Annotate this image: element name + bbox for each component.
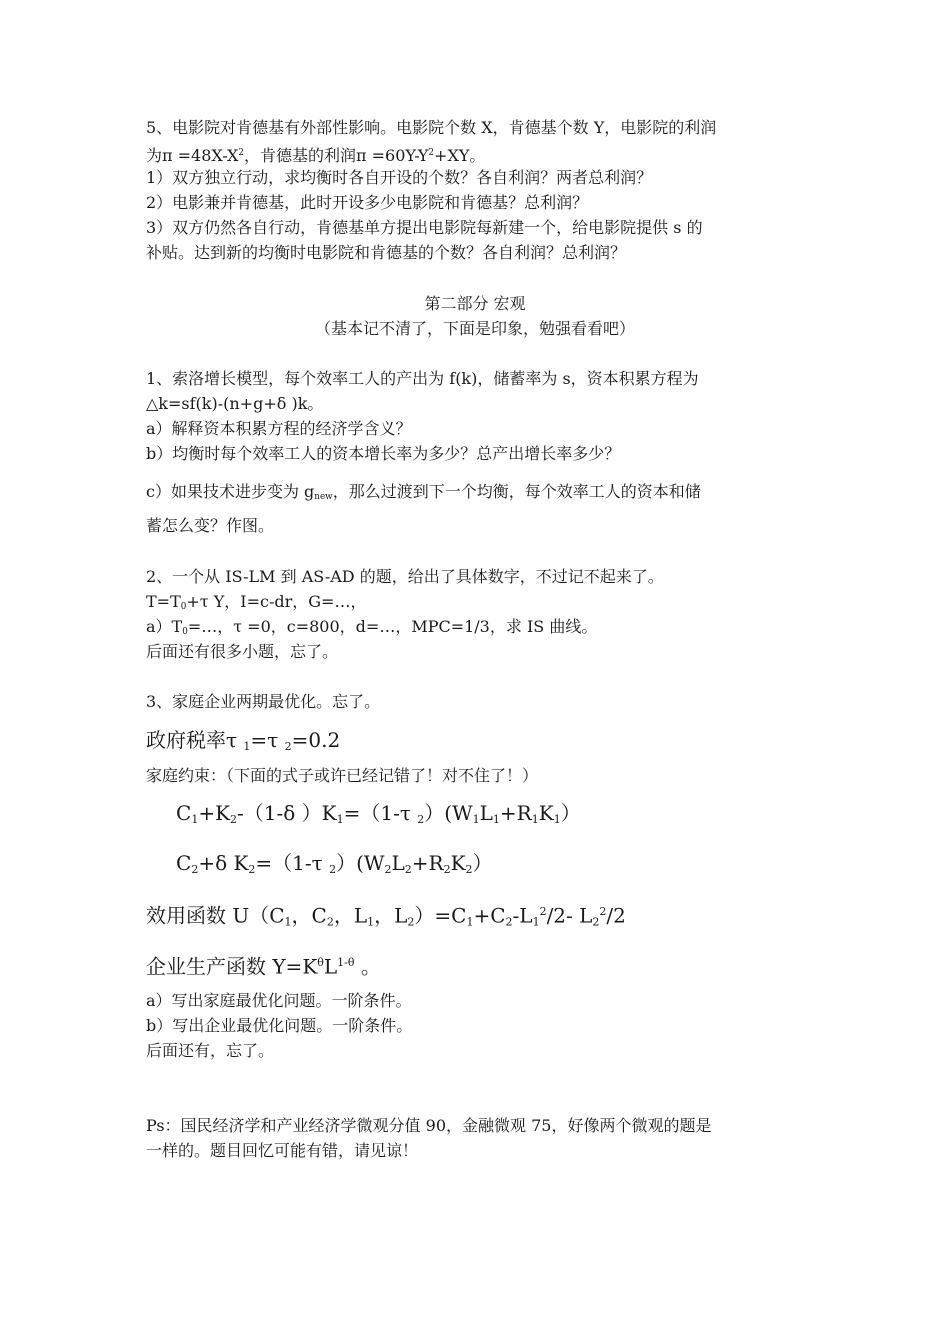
micro-q5-sub3-line2: 补贴。达到新的均衡时电影院和肯德基的个数？各自利润？总利润？	[146, 243, 627, 262]
micro-q5-line1: 5、电影院对肯德基有外部性影响。电影院个数 X，肯德基个数 Y，电影院的利润	[146, 118, 717, 137]
macro-q3-utility-function: 效用函数 $U(C_1$，$C_2$，$L_1$，$L_2)=C_1+C_2-L_1^2/2-$ $L_2^2/2$	[146, 903, 626, 929]
macro-q3-constraint-label: 家庭约束：（下面的式子或许已经记错了！对不住了！）	[146, 766, 539, 785]
macro-q3-constraint-2: $C_2+\delta$ $K_2=(1-\tau$ $_2)(W_2L_2+R_2K_2)$	[176, 851, 493, 876]
macro-q1-line2: △k=sf(k)-(n+g+δ )k。	[146, 394, 324, 413]
macro-q2-a: $a)T_0=\dots$，τ =0，c=800，d=…，MPC=1/3，求 IS 曲线。	[146, 617, 598, 638]
macro-q3-b: b）写出企业最优化问题。一阶条件。	[146, 1016, 413, 1035]
macro-q2-equations: $T=T_0+\tau$ Y，I=c-dr，G=…，	[146, 592, 367, 613]
macro-q3-production-function: 企业生产函数 $Y=K^\theta L^{1-\theta}$ 。	[146, 954, 381, 979]
part2-title: 第二部分 宏观	[424, 294, 526, 313]
micro-q5-line2: 为$\pi =48X-X^2$，肯德基的利润$\pi =60Y-Y^2+XY$。	[146, 146, 486, 166]
macro-q1-line1: 1、索洛增长模型，每个效率工人的产出为 f(k)，储蓄率为 s，资本积累方程为	[146, 369, 699, 388]
macro-q3-constraint-1: $C_1+K_2-(1-\delta$ ）$K_1=(1-\tau$ $_2)(W_1L_1+R_1K_1)$	[176, 801, 581, 826]
micro-q5-sub2: 2）电影兼并肯德基，此时开设多少电影院和肯德基？总利润？	[146, 193, 589, 212]
macro-q2-rest: 后面还有很多小题，忘了。	[146, 642, 339, 661]
macro-q1-c: c）如果技术进步变为 $g_{new}$，那么过渡到下一个均衡，每个效率工人的资本和储	[146, 482, 701, 503]
ps-line1: Ps：国民经济学和产业经济学微观分值 90，金融微观 75，好像两个微观的题是	[146, 1116, 712, 1135]
micro-q5-sub1: 1）双方独立行动，求均衡时各自开设的个数？各自利润？两者总利润？	[146, 168, 653, 187]
macro-q3-tax-rate: 政府税率τ $_1$=τ $_2$=0.2	[146, 728, 341, 753]
macro-q3-line1: 3、家庭企业两期最优化。忘了。	[146, 692, 381, 711]
macro-q1-b: b）均衡时每个效率工人的资本增长率为多少？总产出增长率多少？	[146, 444, 621, 463]
macro-q1-c-line2: 蓄怎么变？作图。	[146, 516, 275, 535]
micro-q5-sub3-line1: 3）双方仍然各自行动，肯德基单方提出电影院每新建一个，给电影院提供 s 的	[146, 218, 703, 237]
macro-q3-a: a）写出家庭最优化问题。一阶条件。	[146, 991, 412, 1010]
macro-q2-line1: 2、一个从 IS-LM 到 AS-AD 的题，给出了具体数字，不过记不起来了。	[146, 567, 664, 586]
part2-subtitle: （基本记不清了，下面是印象，勉强看看吧）	[314, 319, 635, 338]
ps-line2: 一样的。题目回忆可能有错，请见谅！	[146, 1141, 419, 1160]
macro-q1-a: a）解释资本积累方程的经济学含义？	[146, 419, 412, 438]
macro-q3-rest: 后面还有，忘了。	[146, 1041, 275, 1060]
